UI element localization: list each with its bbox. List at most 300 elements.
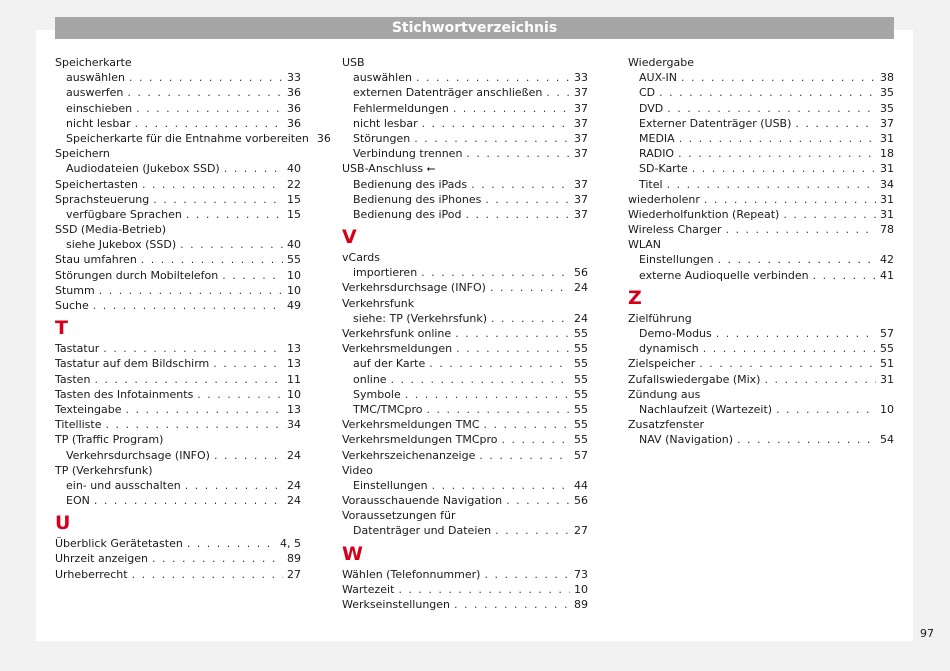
entry-page-number: 31 — [880, 192, 894, 206]
index-entry — [342, 493, 588, 508]
dot-leader — [484, 567, 570, 582]
index-entry — [628, 207, 894, 222]
dot-leader — [214, 448, 283, 463]
index-subentry — [342, 523, 588, 538]
entry-label: importieren — [353, 266, 418, 280]
dot-leader — [659, 85, 876, 100]
index-subentry — [342, 356, 588, 371]
entry-label: Fehlermeldungen — [353, 101, 449, 115]
dot-leader — [126, 402, 283, 417]
index-entry — [342, 582, 588, 597]
dot-leader — [679, 131, 876, 146]
entry-label: Sprachsteuerung — [55, 192, 150, 206]
index-entry — [55, 372, 301, 387]
index-entry — [55, 252, 301, 267]
index-heading: WLAN — [628, 238, 662, 252]
entry-page-number: 37 — [574, 116, 588, 130]
index-heading: Zündung aus — [628, 387, 701, 401]
index-entry — [55, 268, 301, 283]
entry-page-number: 10 — [880, 402, 894, 416]
index-heading: TP (Traffic Program) — [55, 433, 164, 447]
entry-label: auswählen — [66, 71, 125, 85]
entry-label: wiederholenr — [628, 192, 700, 206]
entry-page-number: 44 — [574, 478, 588, 492]
entry-page-number: 31 — [880, 131, 894, 145]
entry-label: Demo-Modus — [639, 327, 712, 340]
index-subentry — [55, 237, 301, 252]
dot-leader — [103, 341, 283, 356]
dot-leader — [502, 432, 571, 447]
entry-label: Urheberrecht — [55, 567, 128, 581]
entry-page-number: 27 — [287, 567, 301, 581]
index-subentry — [342, 311, 588, 326]
index-subentry — [628, 131, 894, 146]
index-subentry — [628, 402, 894, 417]
dot-leader — [718, 252, 876, 267]
index-entry — [342, 448, 588, 463]
entry-page-number: 35 — [880, 86, 894, 100]
dot-leader — [726, 222, 876, 237]
dot-leader — [678, 146, 876, 161]
entry-label: auswählen — [353, 71, 412, 85]
index-subentry — [55, 131, 331, 146]
dot-leader — [454, 597, 570, 612]
entry-page-number: 31 — [880, 372, 894, 386]
dot-leader — [132, 567, 283, 582]
index-heading: Speicherkarte — [55, 56, 132, 69]
entry-label: Bedienung des iPads — [353, 177, 468, 191]
entry-page-number: 34 — [287, 418, 301, 432]
index-entry — [628, 222, 894, 237]
entry-page-number: 55 — [574, 372, 588, 386]
dot-leader — [135, 116, 283, 131]
dot-leader — [667, 101, 876, 116]
dot-leader — [152, 551, 283, 566]
dot-leader — [136, 101, 283, 116]
entry-label: Tasten des Infotainments — [55, 387, 194, 401]
entry-page-number: 13 — [287, 357, 301, 371]
index-subentry — [342, 85, 588, 100]
entry-label: auf der Karte — [353, 357, 426, 371]
index-subentry — [55, 448, 301, 463]
index-entry — [628, 356, 894, 371]
entry-page-number: 37 — [574, 207, 588, 221]
dot-leader — [699, 356, 876, 371]
entry-page-number: 57 — [574, 448, 588, 462]
entry-label: Speichertasten — [55, 177, 138, 191]
index-subentry — [342, 265, 588, 280]
entry-label: Werkseinstellungen — [342, 598, 451, 611]
entry-label: Suche — [55, 299, 89, 312]
dot-leader — [142, 177, 283, 192]
entry-label: Verkehrsdurchsage (INFO) — [66, 448, 210, 462]
entry-page-number: 55 — [880, 342, 894, 356]
entry-label: Wireless Charger — [628, 223, 722, 237]
dot-leader — [106, 417, 284, 432]
entry-label: externe Audioquelle verbinden — [639, 268, 809, 282]
index-subentry — [628, 101, 894, 116]
entry-label: Texteingabe — [55, 402, 122, 416]
index-heading: Speichern — [55, 147, 110, 161]
entry-label: Verkehrszeichenanzeige — [342, 448, 476, 462]
index-letter-heading: V — [342, 226, 357, 249]
entry-label: Speicherkarte für die Entnahme vorbereiten — [66, 131, 309, 145]
entry-page-number: 11 — [287, 372, 301, 386]
entry-page-number: 37 — [574, 192, 588, 206]
entry-page-number: 31 — [880, 162, 894, 176]
dot-leader — [667, 177, 876, 192]
dot-leader — [813, 268, 876, 283]
entry-label: RADIO — [639, 147, 675, 161]
index-entry — [342, 417, 588, 432]
index-subentry — [342, 116, 588, 131]
entry-page-number: 4, 5 — [280, 537, 301, 551]
index-subentry — [628, 85, 894, 100]
entry-page-number: 37 — [574, 101, 588, 115]
dot-leader — [704, 192, 876, 207]
dot-leader — [466, 207, 570, 222]
entry-page-number: 31 — [880, 207, 894, 221]
dot-leader — [506, 493, 570, 508]
dot-leader — [185, 478, 283, 493]
entry-page-number: 89 — [287, 552, 301, 566]
dot-leader — [429, 356, 570, 371]
entry-page-number: 89 — [574, 598, 588, 611]
dot-leader — [491, 311, 570, 326]
entry-label: Verkehrsdurchsage (INFO) — [342, 281, 486, 295]
entry-page-number: 73 — [574, 567, 588, 581]
dot-leader — [456, 341, 570, 356]
index-subentry — [55, 101, 301, 116]
entry-page-number: 55 — [574, 402, 588, 416]
entry-label: Tastatur — [55, 342, 100, 356]
index-letter-heading: W — [342, 542, 363, 565]
dot-leader — [692, 161, 876, 176]
entry-label: online — [353, 372, 387, 386]
dot-leader — [398, 582, 570, 597]
dot-leader — [414, 131, 570, 146]
entry-page-number: 24 — [574, 281, 588, 295]
dot-leader — [764, 372, 876, 387]
index-entry — [628, 372, 894, 387]
index-heading: Zielführung — [628, 311, 692, 325]
entry-label: Verkehrsmeldungen — [342, 342, 453, 356]
entry-page-number: 55 — [574, 342, 588, 356]
entry-page-number: 13 — [287, 342, 301, 356]
index-entry — [55, 567, 301, 582]
entry-page-number: 38 — [880, 71, 894, 85]
index-subentry — [628, 341, 894, 356]
index-column-2 — [342, 55, 588, 612]
dot-leader — [422, 116, 570, 131]
index-subentry — [55, 207, 301, 222]
index-subentry — [342, 177, 588, 192]
page-title: Stichwortverzeichnis — [55, 17, 894, 39]
entry-page-number: 37 — [574, 131, 588, 145]
dot-leader — [426, 402, 570, 417]
entry-page-number: 37 — [574, 147, 588, 161]
entry-label: Einstellungen — [353, 478, 428, 492]
entry-label: Bedienung des iPod — [353, 207, 462, 221]
entry-page-number: 55 — [574, 357, 588, 371]
entry-label: verfügbare Sprachen — [66, 207, 182, 221]
entry-label: siehe Jukebox (SSD) — [66, 238, 177, 252]
entry-label: Überblick Gerätetasten — [55, 537, 183, 551]
dot-leader — [737, 432, 876, 447]
dot-leader — [421, 265, 570, 280]
entry-label: CD — [639, 86, 656, 100]
entry-label: Wählen (Telefonnummer) — [342, 567, 481, 581]
entry-page-number: 24 — [574, 311, 588, 325]
dot-leader — [213, 356, 283, 371]
entry-page-number: 35 — [880, 101, 894, 115]
dot-leader — [453, 101, 570, 116]
entry-label: Nachlaufzeit (Wartezeit) — [639, 402, 773, 416]
entry-page-number: 37 — [574, 177, 588, 191]
entry-label: Verkehrsmeldungen TMC — [342, 418, 480, 432]
dot-leader — [186, 207, 283, 222]
index-subentry — [55, 493, 301, 508]
entry-page-number: 55 — [574, 418, 588, 432]
entry-page-number: 33 — [574, 71, 588, 85]
dot-leader — [391, 372, 570, 387]
index-letter-heading: U — [55, 512, 71, 535]
dot-leader — [432, 478, 570, 493]
dot-leader — [495, 523, 570, 538]
entry-page-number: 36 — [316, 131, 331, 145]
index-subentry — [342, 372, 588, 387]
index-entry — [628, 192, 894, 207]
entry-label: Stau umfahren — [55, 253, 137, 267]
entry-label: Zielspeicher — [628, 357, 696, 371]
entry-page-number: 55 — [574, 433, 588, 447]
index-entry — [55, 298, 301, 313]
index-subentry — [55, 161, 301, 176]
index-subentry — [342, 387, 588, 402]
entry-page-number: 13 — [287, 402, 301, 416]
entry-label: Vorausschauende Navigation — [342, 494, 503, 508]
entry-page-number: 78 — [880, 223, 894, 237]
dot-leader — [222, 268, 283, 283]
index-letter-heading: Z — [628, 286, 642, 309]
entry-page-number: 10 — [574, 582, 588, 596]
entry-page-number: 15 — [287, 192, 301, 206]
entry-page-number: 15 — [287, 207, 301, 221]
index-entry — [55, 402, 301, 417]
index-subentry — [342, 207, 588, 222]
index-heading: Verkehrsfunk — [342, 296, 415, 310]
dot-leader — [224, 161, 283, 176]
entry-label: dynamisch — [639, 342, 699, 356]
entry-label: Tastatur auf dem Bildschirm — [55, 357, 210, 371]
entry-page-number: 36 — [287, 101, 301, 115]
entry-label: Tasten — [55, 372, 91, 386]
index-subentry — [342, 402, 588, 417]
index-subentry — [628, 252, 894, 267]
entry-label: auswerfen — [66, 86, 124, 100]
entry-label: SD-Karte — [639, 162, 688, 176]
entry-page-number: 42 — [880, 253, 894, 267]
entry-page-number: 33 — [287, 71, 301, 85]
entry-page-number: 40 — [287, 162, 301, 176]
index-letter-heading: T — [55, 317, 68, 340]
index-subentry — [628, 70, 894, 85]
entry-label: Symbole — [353, 387, 401, 401]
dot-leader — [783, 207, 876, 222]
index-entry — [342, 597, 588, 612]
index-subentry — [342, 70, 588, 85]
dot-leader — [479, 448, 570, 463]
dot-leader — [99, 283, 283, 298]
dot-leader — [93, 298, 283, 313]
entry-label: Verkehrsmeldungen TMCpro — [342, 433, 498, 447]
entry-label: Externer Datenträger (USB) — [639, 116, 792, 130]
entry-label: Titel — [639, 177, 663, 191]
index-subentry — [628, 116, 894, 131]
index-entry — [342, 280, 588, 295]
entry-page-number: 24 — [287, 478, 301, 492]
dot-leader — [416, 70, 570, 85]
index-entry — [55, 192, 301, 207]
index-entry — [342, 567, 588, 582]
entry-page-number: 36 — [287, 86, 301, 100]
index-subentry — [628, 177, 894, 192]
index-heading: SSD (Media-Betrieb) — [55, 223, 167, 237]
dot-leader — [197, 387, 283, 402]
entry-page-number: 34 — [880, 177, 894, 191]
index-column-3 — [628, 55, 894, 448]
entry-page-number: 18 — [880, 147, 894, 161]
entry-page-number: 49 — [287, 299, 301, 312]
index-heading: TP (Verkehrsfunk) — [55, 463, 153, 477]
entry-label: siehe: TP (Verkehrsfunk) — [353, 311, 488, 325]
dot-leader — [466, 146, 570, 161]
index-heading: USB — [342, 56, 365, 69]
index-subentry — [342, 192, 588, 207]
entry-page-number: 22 — [287, 177, 301, 191]
entry-page-number: 37 — [574, 86, 588, 100]
index-heading: USB-Anschluss ⭠ — [342, 162, 436, 176]
index-subentry — [55, 116, 301, 131]
dot-leader — [405, 387, 570, 402]
entry-label: Uhrzeit anzeigen — [55, 552, 148, 566]
dot-leader — [716, 326, 876, 341]
index-subentry — [628, 268, 894, 283]
index-subentry — [342, 101, 588, 116]
index-entry — [55, 283, 301, 298]
entry-page-number: 10 — [287, 268, 301, 282]
entry-page-number: 24 — [287, 494, 301, 508]
dot-leader — [187, 536, 276, 551]
dot-leader — [795, 116, 876, 131]
index-entry — [342, 432, 588, 447]
index-entry — [55, 341, 301, 356]
entry-page-number: 27 — [574, 524, 588, 538]
entry-label: AUX-IN — [639, 71, 678, 85]
entry-label: Einstellungen — [639, 253, 714, 267]
entry-label: Titelliste — [55, 418, 102, 432]
dot-leader — [153, 192, 283, 207]
entry-page-number: 41 — [880, 268, 894, 282]
entry-label: Verkehrsfunk online — [342, 327, 452, 340]
dot-leader — [94, 372, 283, 387]
entry-page-number: 55 — [287, 253, 301, 267]
entry-label: DVD — [639, 101, 664, 115]
dot-leader — [681, 70, 876, 85]
entry-label: Datenträger und Dateien — [353, 524, 492, 538]
entry-page-number: 51 — [880, 357, 894, 371]
dot-leader — [471, 177, 570, 192]
entry-page-number: 36 — [287, 116, 301, 130]
entry-page-number: 37 — [880, 116, 894, 130]
dot-leader — [180, 237, 283, 252]
index-entry — [342, 341, 588, 356]
entry-label: Audiodateien (Jukebox SSD) — [66, 162, 220, 176]
entry-label: externen Datenträger anschließen — [353, 86, 543, 100]
index-entry — [55, 536, 301, 551]
index-subentry — [55, 70, 301, 85]
dot-leader — [129, 70, 283, 85]
index-subentry — [55, 85, 301, 100]
entry-page-number: 56 — [574, 494, 588, 508]
entry-page-number: 10 — [287, 387, 301, 401]
entry-label: Störungen durch Mobiltelefon — [55, 268, 219, 282]
entry-label: Zufallswiedergabe (Mix) — [628, 372, 761, 386]
entry-label: EON — [66, 494, 90, 508]
index-subentry — [342, 478, 588, 493]
entry-label: Verbindung trennen — [353, 147, 463, 161]
entry-label: einschieben — [66, 101, 133, 115]
index-entry — [55, 177, 301, 192]
entry-page-number: 40 — [287, 238, 301, 252]
entry-page-number: 24 — [287, 448, 301, 462]
dot-leader — [455, 326, 570, 341]
index-entry — [342, 326, 588, 341]
index-subentry — [628, 326, 894, 341]
entry-page-number: 55 — [574, 327, 588, 340]
index-subentry — [342, 146, 588, 161]
page-number: 97 — [920, 627, 934, 640]
entry-label: nicht lesbar — [66, 116, 131, 130]
dot-leader — [484, 417, 570, 432]
entry-page-number: 57 — [880, 327, 894, 340]
entry-label: ein- und ausschalten — [66, 478, 181, 492]
entry-label: Bedienung des iPhones — [353, 192, 482, 206]
dot-leader — [94, 493, 283, 508]
index-column-1 — [55, 55, 331, 582]
entry-label: TMC/TMCpro — [353, 402, 423, 416]
entry-page-number: 54 — [880, 433, 894, 447]
dot-leader — [776, 402, 876, 417]
dot-leader — [485, 192, 570, 207]
index-heading: vCards — [342, 251, 380, 265]
entry-label: Stumm — [55, 283, 95, 297]
entry-page-number: 55 — [574, 387, 588, 401]
index-subentry — [342, 131, 588, 146]
index-entry — [55, 356, 301, 371]
index-entry — [55, 417, 301, 432]
entry-label: NAV (Navigation) — [639, 433, 733, 447]
dot-leader — [127, 85, 283, 100]
index-subentry — [628, 432, 894, 447]
index-entry — [55, 551, 301, 566]
index-heading: Voraussetzungen für — [342, 509, 456, 523]
entry-label: nicht lesbar — [353, 116, 418, 130]
index-subentry — [55, 478, 301, 493]
entry-label: Wiederholfunktion (Repeat) — [628, 207, 780, 221]
index-subentry — [628, 146, 894, 161]
index-subentry — [628, 161, 894, 176]
